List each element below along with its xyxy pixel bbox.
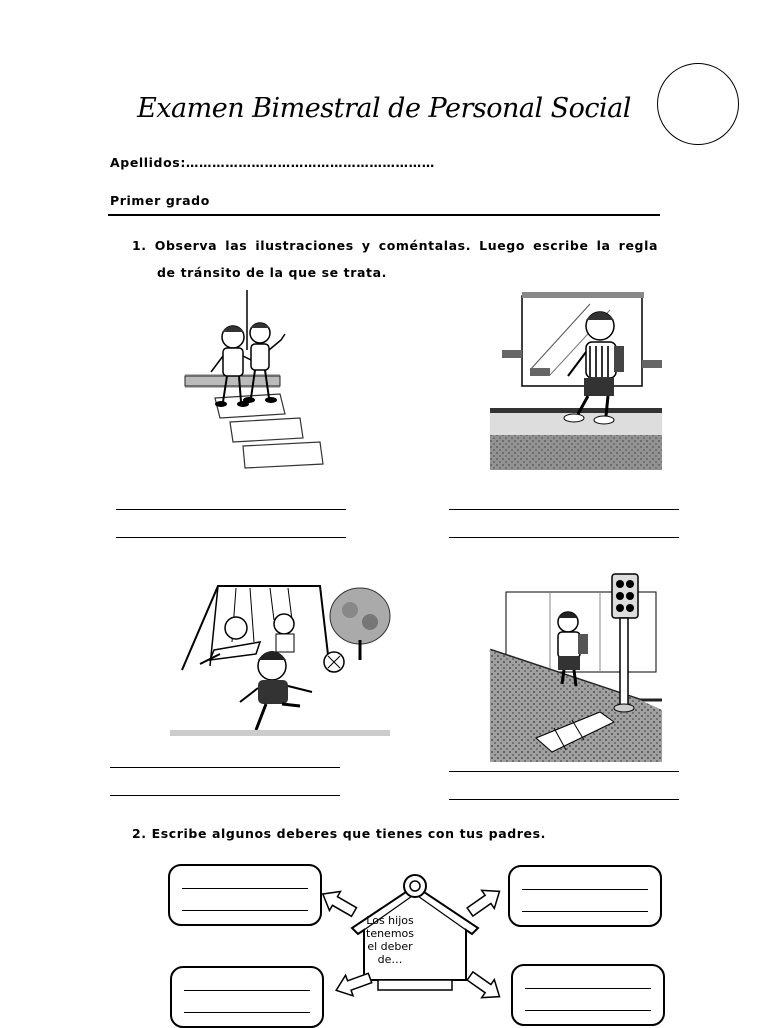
question-1-line-2: de tránsito de la que se trata. bbox=[157, 265, 388, 280]
duty-box-bottom-right[interactable] bbox=[511, 964, 665, 1026]
arrow-up-left-icon bbox=[320, 884, 360, 921]
answer-line[interactable] bbox=[110, 795, 340, 796]
house-text bbox=[362, 914, 418, 966]
page-title: Examen Bimestral de Personal Social bbox=[137, 93, 631, 124]
answer-line[interactable] bbox=[449, 771, 679, 772]
house-text-line: el deber bbox=[367, 940, 413, 953]
duty-box-top-right[interactable] bbox=[508, 865, 662, 927]
answer-line[interactable] bbox=[449, 509, 679, 510]
children-playground-icon bbox=[170, 580, 400, 750]
question-2: 2. Escribe algunos deberes que tienes con tus padres. bbox=[132, 826, 547, 841]
boy-on-sidewalk-icon bbox=[490, 290, 662, 475]
duty-box-bottom-left[interactable] bbox=[170, 966, 324, 1028]
question-1-line-1: 1. Observa las ilustraciones y coméntalas. Luego escribe la regla bbox=[132, 238, 658, 253]
answer-line[interactable] bbox=[116, 537, 346, 538]
duty-box-top-left[interactable] bbox=[168, 864, 322, 926]
house-text-line: de… bbox=[377, 953, 403, 966]
house-text-line: Los hijos bbox=[366, 914, 414, 927]
answer-line[interactable] bbox=[449, 537, 679, 538]
apellidos-field: Apellidos:………………………………………………… bbox=[110, 155, 435, 170]
answer-line[interactable] bbox=[449, 799, 679, 800]
answer-line[interactable] bbox=[110, 767, 340, 768]
arrow-up-right-icon bbox=[464, 882, 506, 921]
house-text-line: tenemos bbox=[366, 927, 414, 940]
header-divider bbox=[108, 214, 660, 216]
grado-label: Primer grado bbox=[110, 193, 210, 208]
arrow-down-right-icon bbox=[464, 967, 506, 1006]
girl-traffic-light-icon bbox=[490, 570, 662, 762]
children-crossing-icon bbox=[185, 290, 330, 475]
answer-line[interactable] bbox=[116, 509, 346, 510]
